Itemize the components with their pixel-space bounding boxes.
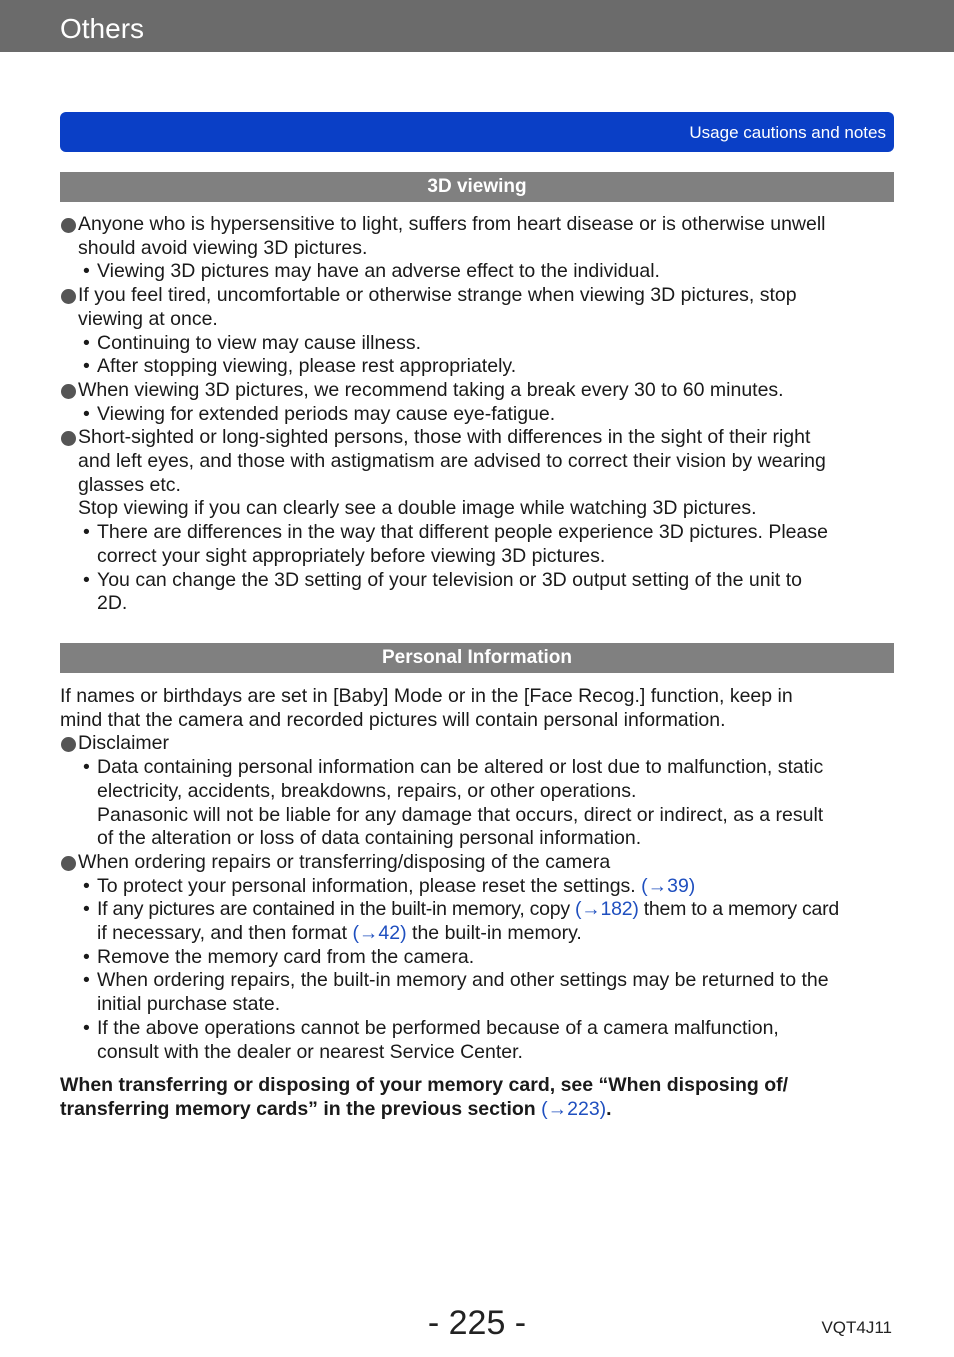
list-item-continuation: glasses etc. [78,473,181,496]
page-ref-link-223[interactable]: (→223) [541,1097,607,1120]
sub-list-item: • Data containing personal information can be altered or lost due to malfunction, static [83,756,824,779]
memory-card-note-line: transferring memory cards” in the previous section (→223). [60,1097,612,1120]
sub-list-item-continuation: Panasonic will not be liable for any damage that occurs, direct or indirect, as a result [97,803,824,826]
sub-list-item: • After stopping viewing, please rest appropriately. [83,355,517,378]
bullet-dot-icon [61,384,76,399]
sub-list-item: • You can change the 3D setting of your television or 3D output setting of the unit to [83,568,802,591]
bullet-dot-icon [61,218,76,233]
sub-list-item: • Remove the memory card from the camera. [83,945,475,968]
sub-list-item: • When ordering repairs, the built-in memory and other settings may be returned to the [83,969,829,992]
section-body-personal-information [60,685,896,1122]
sub-list-item: • If any pictures are contained in the built-in memory, copy (→182) them to a memory card [83,898,839,921]
sub-list-item: • Continuing to view may cause illness. [83,331,422,354]
sub-list-item: • There are differences in the way that different people experience 3D pictures. Please [83,521,828,544]
list-item-continuation: and left eyes, and those with astigmatism are advised to correct their vision by wearing [78,450,826,473]
list-item: If you feel tired, uncomfortable or otherwise strange when viewing 3D pictures, stop [60,284,896,308]
memory-card-note-line: When transferring or disposing of your memory card, see “When disposing of/ [60,1074,789,1097]
list-item-continuation: Stop viewing if you can clearly see a double image while watching 3D pictures. [78,497,757,520]
sub-list-item: • Viewing 3D pictures may have an adverse effect to the individual. [83,260,660,283]
sub-list-item-continuation: consult with the dealer or nearest Service Center. [97,1040,523,1063]
page-ref-link-39[interactable]: (→39) [641,874,696,897]
list-item-continuation: viewing at once. [78,307,218,330]
intro-paragraph-line: mind that the camera and recorded pictures will contain personal information. [60,708,726,731]
list-item: Anyone who is hypersensitive to light, suffers from heart disease or is otherwise unwell [60,213,896,237]
bullet-dot-icon [61,856,76,871]
list-item: When viewing 3D pictures, we recommend taking a break every 30 to 60 minutes. [60,379,896,403]
page-number: - 225 - [427,1304,527,1342]
bullet-dot-icon [61,289,76,304]
sub-list-item-continuation: if necessary, and then format (→42) the built-in memory. [97,922,582,945]
list-item: Short-sighted or long-sighted persons, those with differences in the sight of their right [60,426,896,450]
section-heading-3d-viewing: 3D viewing [60,172,894,202]
section-heading-personal-information: Personal Information [60,643,894,673]
sub-list-item-continuation: correct your sight appropriately before viewing 3D pictures. [97,544,606,567]
list-item: Disclaimer [60,732,896,756]
sub-list-item: • Viewing for extended periods may cause eye-fatigue. [83,402,556,425]
top-header-bar [0,0,954,52]
section-title: Others [60,13,145,44]
list-item: When ordering repairs or transferring/disposing of the camera [60,851,896,875]
page-ref-link-182[interactable]: (→182) [575,898,639,921]
section-body-3d-viewing [60,213,896,616]
document-code: VQT4J11 [821,1318,892,1337]
list-item-continuation: should avoid viewing 3D pictures. [78,236,368,259]
bullet-dot-icon [61,737,76,752]
intro-paragraph-line: If names or birthdays are set in [Baby] Mode or in the [Face Recog.] function, keep in [60,685,793,707]
sub-list-item-continuation: of the alteration or loss of data containing personal information. [97,827,642,850]
sub-list-item-continuation: electricity, accidents, breakdowns, repairs, or other operations. [97,779,637,802]
bullet-dot-icon [61,431,76,446]
sub-list-item: • To protect your personal information, please reset the settings. (→39) [83,874,696,897]
page-ref-link-42[interactable]: (→42) [352,922,407,945]
sub-list-item: • If the above operations cannot be performed because of a camera malfunction, [83,1016,779,1039]
chapter-banner [60,112,894,152]
sub-list-item-continuation: 2D. [97,592,128,615]
sub-list-item-continuation: initial purchase state. [97,993,281,1016]
chapter-banner-label: Usage cautions and notes [689,123,886,142]
